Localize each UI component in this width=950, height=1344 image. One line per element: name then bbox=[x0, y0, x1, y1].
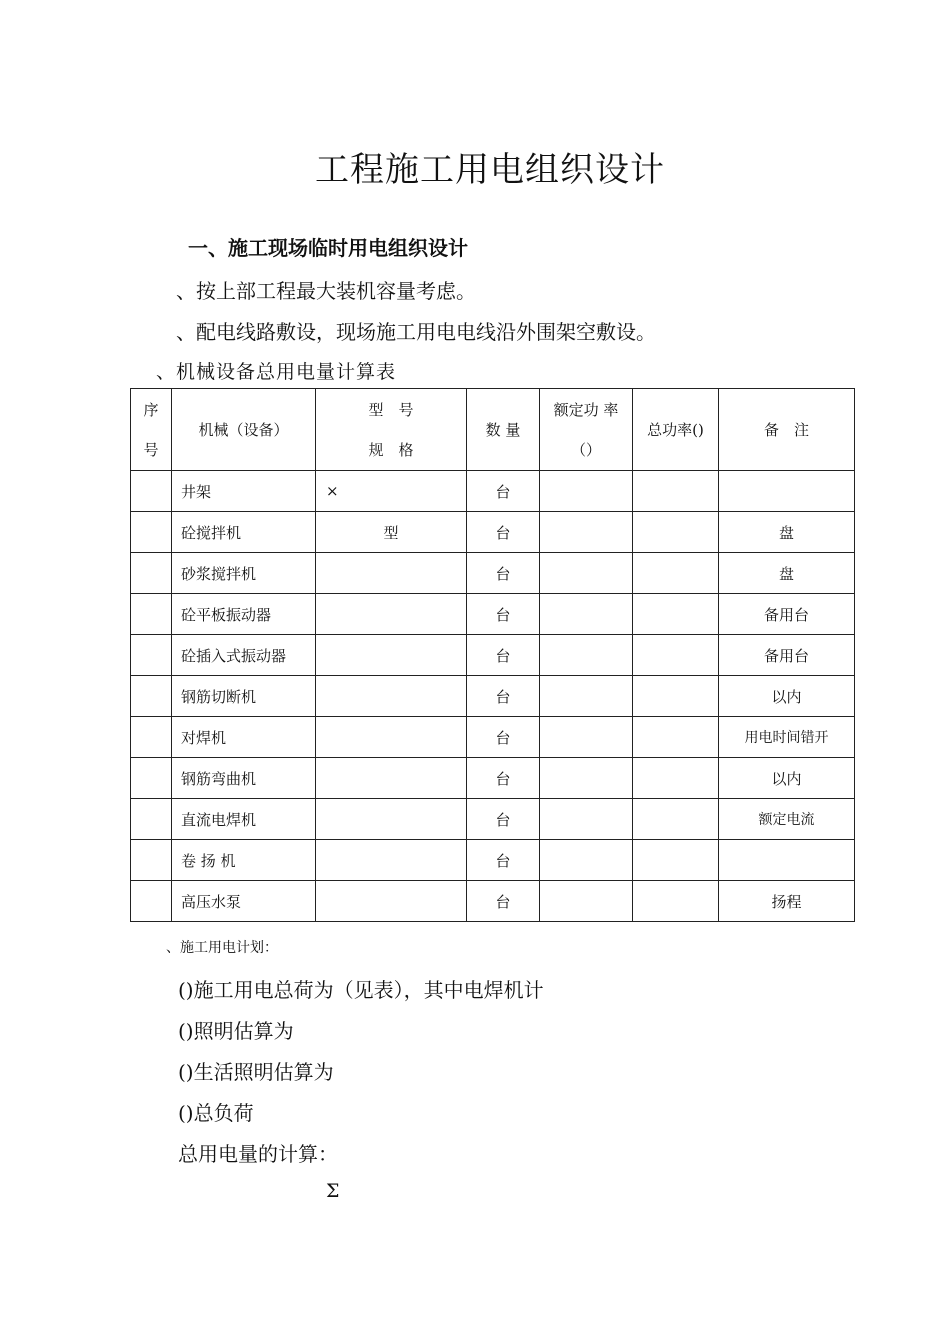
cell-rated-power bbox=[540, 471, 633, 512]
equipment-power-table bbox=[130, 388, 855, 922]
cell-seq bbox=[131, 717, 172, 758]
cell-note bbox=[719, 840, 855, 881]
cell-seq bbox=[131, 512, 172, 553]
cell-rated-power bbox=[540, 635, 633, 676]
cell-qty: 台 bbox=[467, 512, 540, 553]
cell-note bbox=[719, 471, 855, 512]
table-row bbox=[131, 471, 855, 512]
cell-rated-power bbox=[540, 717, 633, 758]
cell-qty: 台 bbox=[467, 758, 540, 799]
cell-machine-name: 砼插入式振动器 bbox=[172, 635, 316, 676]
header-machine: 机械（设备） bbox=[172, 389, 316, 471]
plan-line-total-load: ()施工用电总荷为（见表），其中电焊机计 bbox=[178, 978, 544, 1002]
plan-caption: 、施工用电计划： bbox=[166, 940, 278, 956]
table-row bbox=[131, 840, 855, 881]
plan-line-lighting: ()照明估算为 bbox=[178, 1019, 294, 1043]
table-header-row bbox=[131, 389, 855, 471]
cell-machine-name: 砼搅拌机 bbox=[172, 512, 316, 553]
header-note: 备 注 bbox=[719, 389, 855, 471]
cell-total-power bbox=[633, 717, 719, 758]
table-row bbox=[131, 553, 855, 594]
table-row bbox=[131, 635, 855, 676]
cell-rated-power bbox=[540, 512, 633, 553]
header-total-power: 总功率() bbox=[633, 389, 719, 471]
cell-seq bbox=[131, 594, 172, 635]
cell-qty: 台 bbox=[467, 840, 540, 881]
section-heading: 一、施工现场临时用电组织设计 bbox=[188, 236, 468, 260]
cell-machine-name: 砼平板振动器 bbox=[172, 594, 316, 635]
cell-rated-power bbox=[540, 553, 633, 594]
cell-total-power bbox=[633, 512, 719, 553]
cell-spec bbox=[316, 676, 467, 717]
cell-spec: × bbox=[316, 471, 467, 512]
cell-qty: 台 bbox=[467, 676, 540, 717]
cell-machine-name: 井架 bbox=[172, 471, 316, 512]
cell-spec bbox=[316, 553, 467, 594]
cell-note: 以内 bbox=[719, 758, 855, 799]
cell-seq bbox=[131, 471, 172, 512]
cell-note: 盘 bbox=[719, 553, 855, 594]
cell-seq bbox=[131, 799, 172, 840]
cell-spec bbox=[316, 799, 467, 840]
cell-total-power bbox=[633, 594, 719, 635]
cell-machine-name: 卷 扬 机 bbox=[172, 840, 316, 881]
cell-spec: 型 bbox=[316, 512, 467, 553]
cell-total-power bbox=[633, 758, 719, 799]
cell-qty: 台 bbox=[467, 717, 540, 758]
cell-total-power bbox=[633, 799, 719, 840]
cell-qty: 台 bbox=[467, 881, 540, 922]
header-spec: 型 号 规 格 bbox=[316, 389, 467, 471]
cell-rated-power bbox=[540, 799, 633, 840]
cell-rated-power bbox=[540, 840, 633, 881]
table-caption: 、机械设备总用电量计算表 bbox=[156, 361, 397, 383]
cell-spec bbox=[316, 594, 467, 635]
cell-rated-power bbox=[540, 758, 633, 799]
cell-spec bbox=[316, 717, 467, 758]
cell-total-power bbox=[633, 635, 719, 676]
cell-rated-power bbox=[540, 594, 633, 635]
table-row bbox=[131, 676, 855, 717]
cell-qty: 台 bbox=[467, 799, 540, 840]
cell-rated-power bbox=[540, 676, 633, 717]
cell-spec bbox=[316, 881, 467, 922]
table-row bbox=[131, 799, 855, 840]
cell-qty: 台 bbox=[467, 553, 540, 594]
cell-total-power bbox=[633, 881, 719, 922]
table-row bbox=[131, 512, 855, 553]
cell-machine-name: 砂浆搅拌机 bbox=[172, 553, 316, 594]
paragraph-wiring: 、配电线路敷设，现场施工用电电线沿外围架空敷设。 bbox=[176, 320, 656, 344]
cell-machine-name: 直流电焊机 bbox=[172, 799, 316, 840]
header-rated-power: 额定功 率 （） bbox=[540, 389, 633, 471]
cell-total-power bbox=[633, 553, 719, 594]
cell-seq bbox=[131, 840, 172, 881]
cell-total-power bbox=[633, 471, 719, 512]
plan-line-total-load-sum: ()总负荷 bbox=[178, 1101, 254, 1125]
cell-seq bbox=[131, 553, 172, 594]
table-row bbox=[131, 881, 855, 922]
cell-qty: 台 bbox=[467, 471, 540, 512]
cell-machine-name: 钢筋弯曲机 bbox=[172, 758, 316, 799]
cell-qty: 台 bbox=[467, 635, 540, 676]
cell-qty: 台 bbox=[467, 594, 540, 635]
cell-note: 额定电流 bbox=[719, 799, 855, 840]
cell-total-power bbox=[633, 676, 719, 717]
cell-spec bbox=[316, 840, 467, 881]
cell-note: 盘 bbox=[719, 512, 855, 553]
cell-seq bbox=[131, 758, 172, 799]
cell-note: 扬程 bbox=[719, 881, 855, 922]
page-title: 工程施工用电组织设计 bbox=[315, 150, 665, 190]
cell-seq bbox=[131, 676, 172, 717]
table-row bbox=[131, 758, 855, 799]
cell-rated-power bbox=[540, 881, 633, 922]
cell-note: 以内 bbox=[719, 676, 855, 717]
cell-machine-name: 钢筋切断机 bbox=[172, 676, 316, 717]
table-row bbox=[131, 717, 855, 758]
table-row bbox=[131, 594, 855, 635]
header-qty: 数 量 bbox=[467, 389, 540, 471]
cell-machine-name: 对焊机 bbox=[172, 717, 316, 758]
header-seq: 序 号 bbox=[131, 389, 172, 471]
cell-note: 用电时间错开 bbox=[719, 717, 855, 758]
cell-spec bbox=[316, 758, 467, 799]
cell-note: 备用台 bbox=[719, 635, 855, 676]
sigma-symbol: Σ bbox=[326, 1180, 340, 1202]
cell-total-power bbox=[633, 840, 719, 881]
cell-spec bbox=[316, 635, 467, 676]
cell-seq bbox=[131, 881, 172, 922]
paragraph-capacity: 、按上部工程最大装机容量考虑。 bbox=[176, 279, 476, 303]
plan-line-living-lighting: ()生活照明估算为 bbox=[178, 1060, 334, 1084]
plan-line-calculation: 总用电量的计算： bbox=[178, 1142, 338, 1166]
cell-note: 备用台 bbox=[719, 594, 855, 635]
cell-seq bbox=[131, 635, 172, 676]
cell-machine-name: 高压水泵 bbox=[172, 881, 316, 922]
